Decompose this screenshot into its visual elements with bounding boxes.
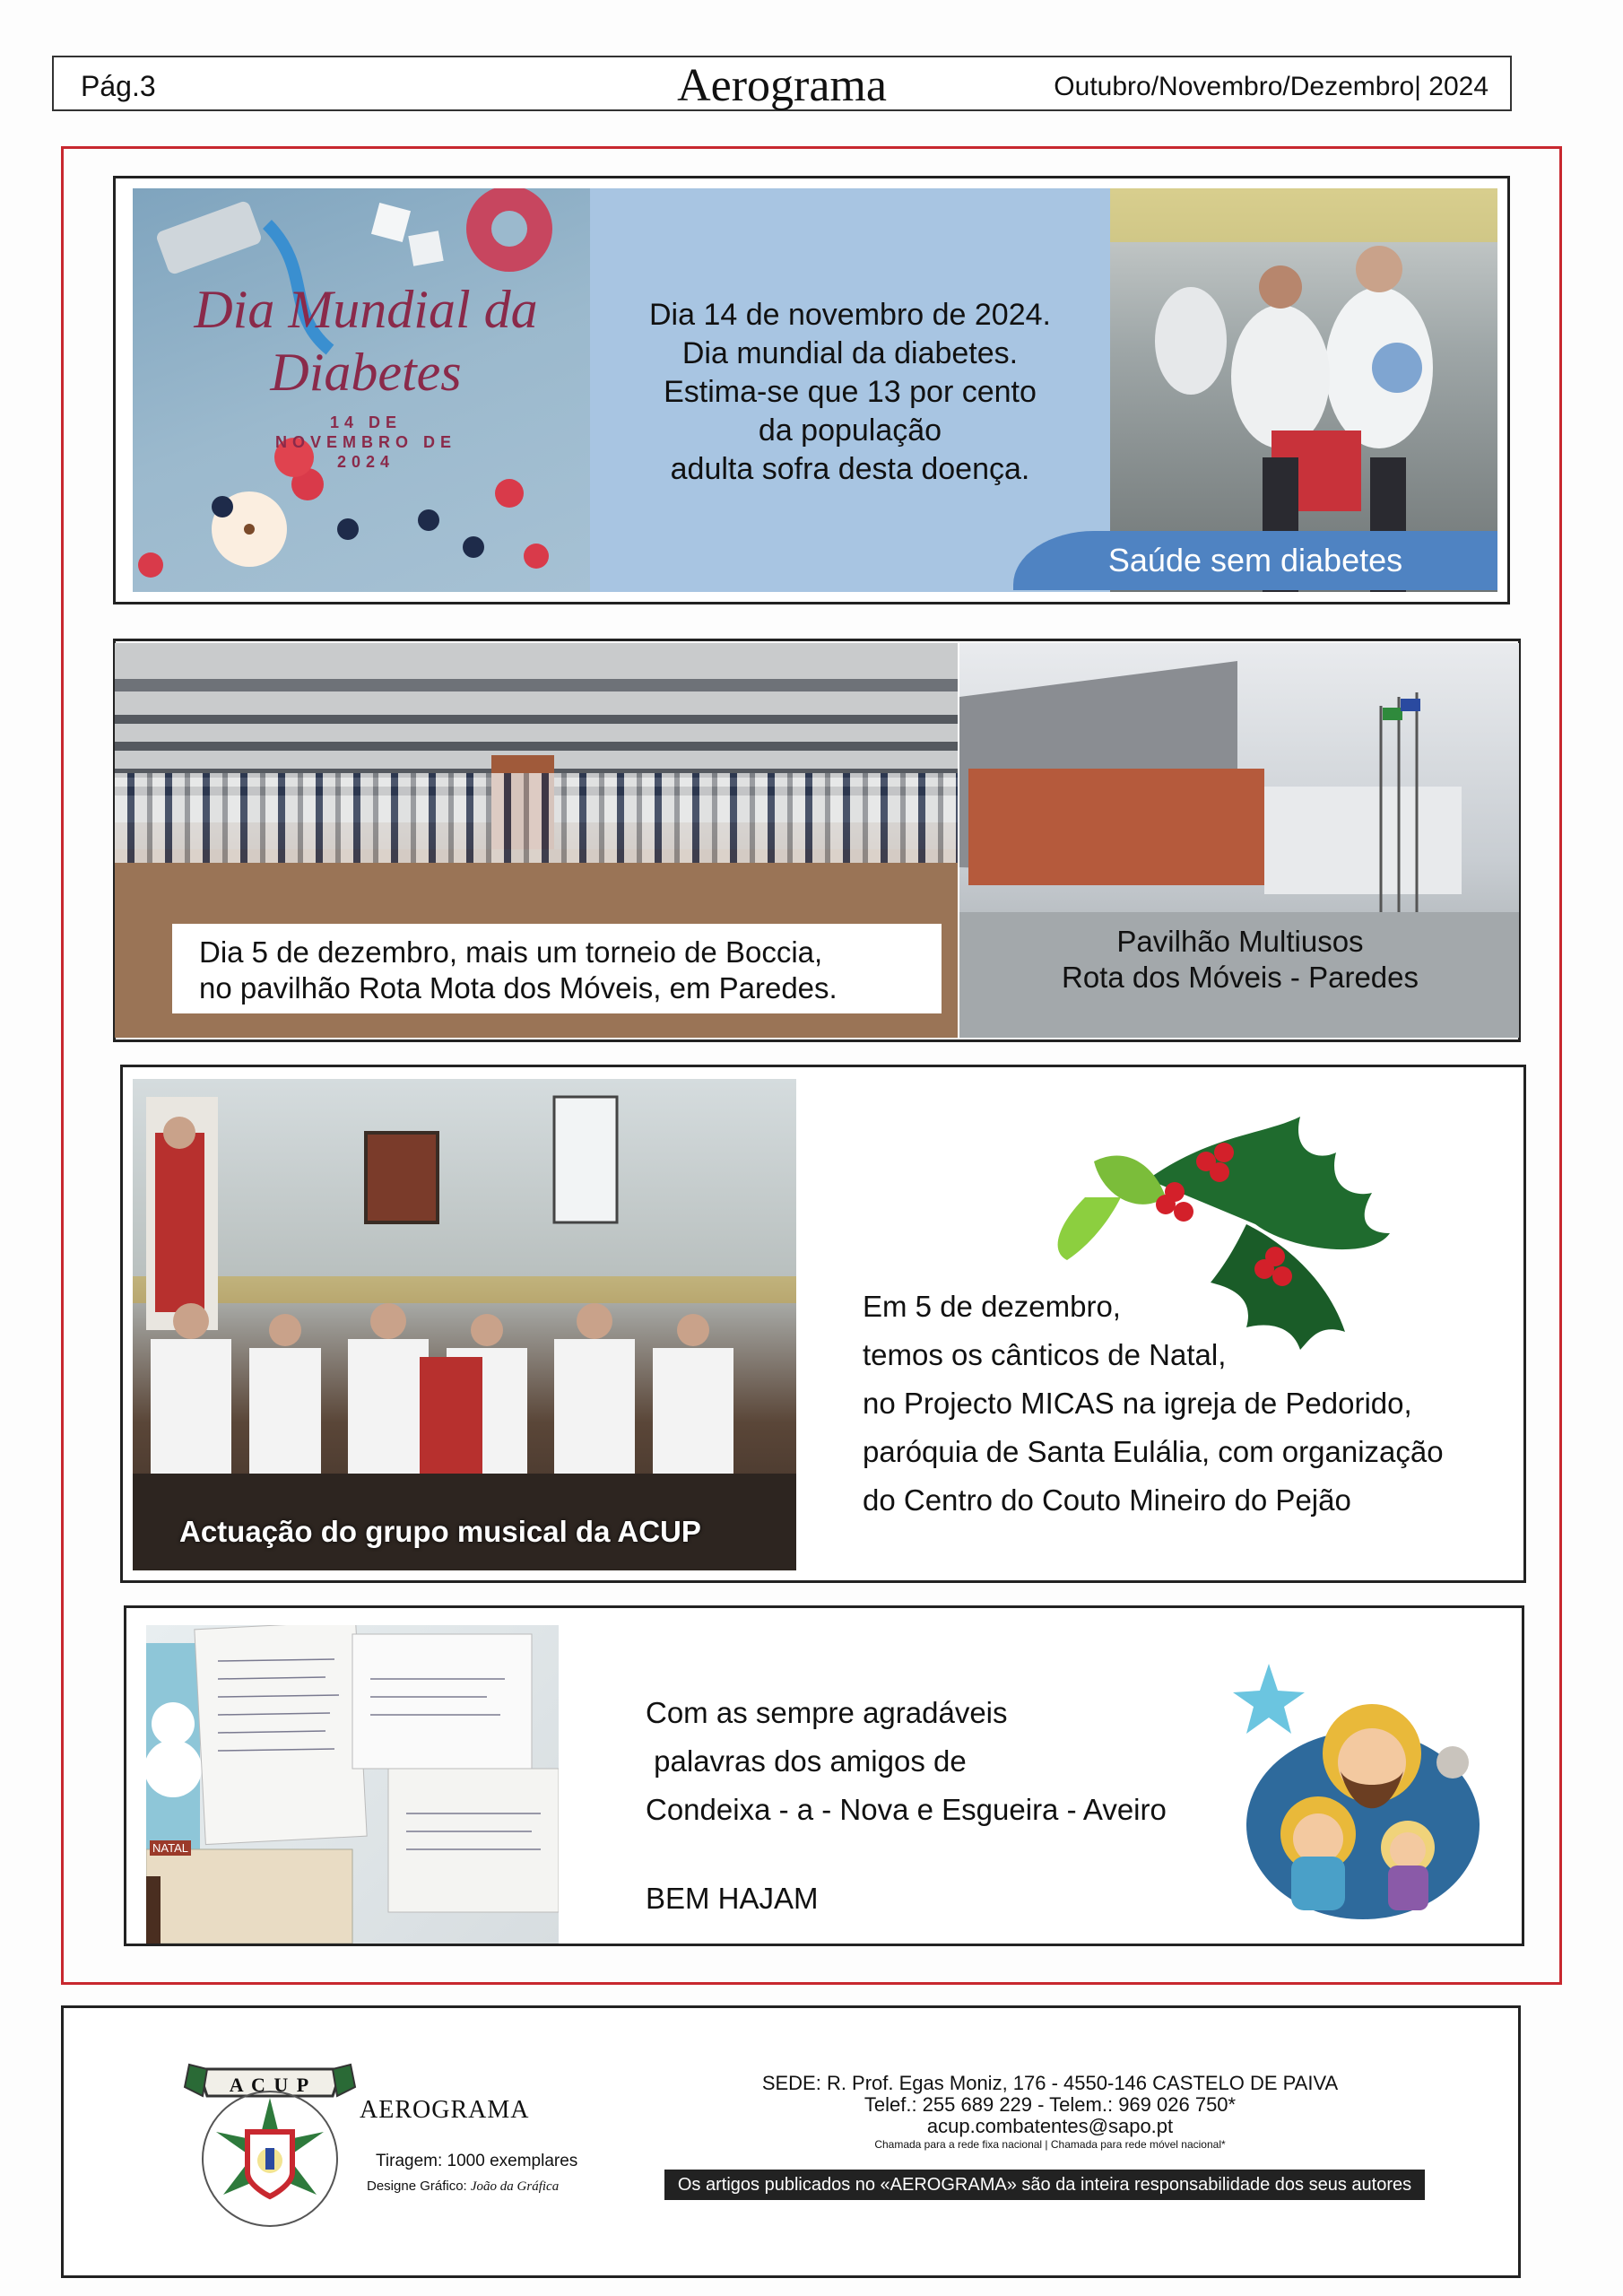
poster-date: 14 DE NOVEMBRO DE 2024	[274, 413, 456, 471]
bem-hajam: BEM HAJAM	[646, 1882, 819, 1915]
tiragem: Tiragem: 1000 exemplares	[376, 2152, 578, 2170]
issue-date: Outubro/Novembro/Dezembro| 2024	[1054, 72, 1488, 101]
nativity-icon	[1228, 1655, 1488, 1924]
natal-text: Em 5 de dezembro, temos os cânticos de Natal, no Projecto MICAS na igreja de Pedorido, paróquia de Santa Eulália, com organização do Centro do Couto Mineiro do Pejão	[863, 1290, 1444, 1517]
pavilion-caption: Pavilhão Multiusos Rota dos Móveis - Paredes	[1061, 925, 1419, 994]
boccia-caption: Dia 5 de dezembro, mais um torneio de Boccia, no pavilhão Rota Mota dos Móveis, em Paredes.	[172, 924, 942, 1013]
church-photo-graphic	[133, 1079, 796, 1570]
design-credit: Designe Gráfico: João da Gráfica	[367, 2179, 560, 2194]
letters-photo-graphic	[146, 1625, 559, 1944]
logo-text: A C U P	[229, 2074, 311, 2096]
page-footer	[61, 2005, 1521, 2278]
diabetes-text-panel	[590, 188, 1110, 592]
contact-block: SEDE: R. Prof. Egas Moniz, 176 - 4550-146 CASTELO DE PAIVA Telef.: 255 689 229 - Telem.: 969 026 750* acup.combatentes@sapo.pt Chamada para a rede fixa nacional | Chamada para rede móvel nacional*	[761, 2072, 1339, 2151]
choir-photo-caption: Actuação do grupo musical da ACUP	[179, 1515, 701, 1548]
natal-card-label: NATAL	[150, 1840, 191, 1856]
letters-photo	[146, 1625, 559, 1944]
acup-logo	[180, 2042, 360, 2239]
footer-name: AEROGRAMA	[360, 2096, 530, 2124]
page-header	[52, 56, 1512, 111]
diabetes-poster-image	[133, 188, 590, 592]
saude-banner: Saúde sem diabetes	[1013, 531, 1497, 590]
diabetes-text: Dia 14 de novembro de 2024. Dia mundial da diabetes. Estima-se que 13 por cento da população adulta sofra desta doença.	[649, 298, 1051, 486]
boccia-players	[115, 773, 958, 863]
church-choir-photo	[133, 1079, 796, 1570]
newspaper-title: Aerograma	[677, 60, 887, 111]
page-number: Pág.3	[81, 70, 156, 102]
poster-title: Dia Mundial da Diabetes	[194, 280, 538, 402]
letters-text: Com as sempre agradáveis palavras dos amigos de Condeixa - a - Nova e Esgueira - Aveiro	[646, 1696, 1167, 1826]
disclaimer: Os artigos publicados no «AEROGRAMA» são da inteira responsabilidade dos seus autores	[664, 2170, 1425, 2200]
